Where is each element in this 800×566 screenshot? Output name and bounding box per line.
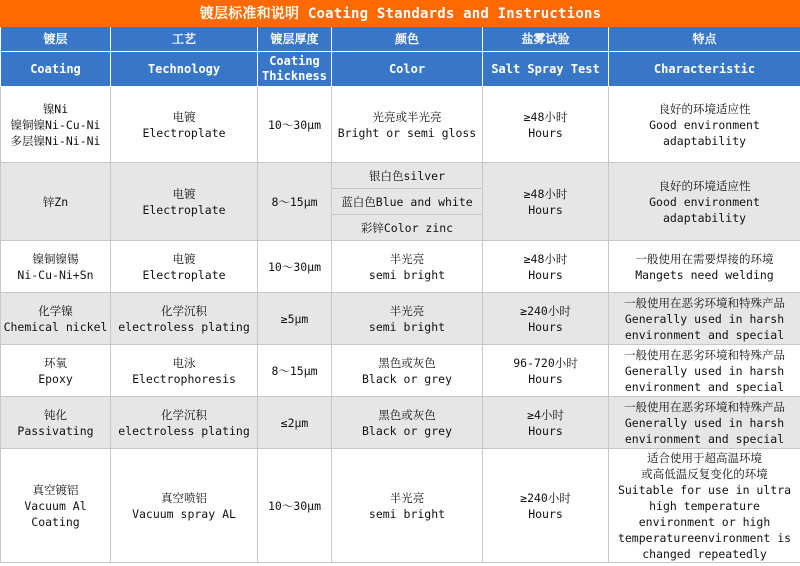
color-option-silver: 银白色silver	[332, 163, 483, 189]
table-row	[1, 241, 800, 293]
coating-line: 镍Ni	[42, 101, 69, 116]
technology-line: 电镀	[172, 251, 196, 266]
color-option-color-zinc: 彩锌Color zinc	[332, 215, 483, 241]
salt-cell	[483, 87, 609, 163]
salt-line: Hours	[528, 371, 563, 386]
characteristic-line: 良好的环境适应性	[658, 178, 751, 193]
table-row	[1, 397, 800, 449]
technology-line: 电泳	[172, 355, 196, 370]
characteristic-line: 一般使用在恶劣环境和特殊产品	[624, 347, 785, 362]
characteristic-line: 适合使用于超高温环境	[647, 450, 762, 465]
color-line: 半光亮	[389, 251, 425, 266]
characteristic-line: Good environment	[649, 194, 760, 209]
coating-line: 多层镍Ni-Ni-Ni	[10, 133, 101, 148]
characteristic-cell	[609, 293, 800, 345]
characteristic-cell	[609, 163, 800, 241]
characteristic-cell	[609, 345, 800, 397]
characteristic-line: environment or high	[638, 514, 771, 529]
thickness-cell: 10～30μm	[258, 87, 332, 163]
technology-line: 化学沉积	[161, 407, 207, 422]
salt-cell	[483, 449, 609, 563]
technology-line: 真空喷铝	[161, 490, 207, 505]
characteristic-line: Good environment	[649, 117, 760, 132]
technology-line: electroless plating	[118, 423, 250, 438]
salt-line: 96-720小时	[513, 355, 578, 370]
coating-cell	[1, 345, 111, 397]
header-technology-en: Technology	[111, 52, 258, 87]
coating-line: 钝化	[44, 407, 67, 422]
header-salt-en: Salt Spray Test	[483, 52, 609, 87]
technology-cell	[111, 87, 258, 163]
technology-line: Electroplate	[142, 125, 226, 140]
salt-cell	[483, 345, 609, 397]
technology-line: Vacuum spray AL	[132, 506, 236, 521]
header-characteristic-cn: 特点	[609, 27, 800, 52]
header-color-cn: 颜色	[332, 27, 483, 52]
technology-line: 电镀	[172, 109, 196, 124]
header-coating-en: Coating	[1, 52, 111, 87]
characteristic-line: adaptability	[662, 210, 747, 225]
salt-line: Hours	[528, 125, 563, 140]
coating-cell	[1, 87, 111, 163]
salt-cell	[483, 293, 609, 345]
table-row	[1, 293, 800, 345]
salt-cell	[483, 163, 609, 241]
thickness-cell: 10～30μm	[258, 449, 332, 563]
salt-line: ≥48小时	[523, 251, 568, 266]
characteristic-cell	[609, 397, 800, 449]
coating-line: Epoxy	[38, 371, 73, 386]
characteristic-line: Generally used in harsh	[624, 311, 785, 326]
salt-line: ≥4小时	[527, 407, 564, 422]
color-line: 黑色或灰色	[378, 407, 436, 422]
header-coating-cn: 镀层	[1, 27, 111, 52]
characteristic-line: 一般使用在需要焊接的环境	[635, 251, 774, 266]
coating-line: 真空镀铝	[32, 482, 79, 497]
coating-cell	[1, 449, 111, 563]
header-characteristic-en: Characteristic	[609, 52, 800, 87]
color-line: 半光亮	[389, 490, 425, 505]
coating-line: 镍铜镍Ni-Cu-Ni	[10, 117, 101, 132]
characteristic-line: 一般使用在恶劣环境和特殊产品	[624, 399, 785, 414]
table-row	[1, 345, 800, 397]
coating-cell	[1, 241, 111, 293]
header-salt-cn: 盐雾试验	[483, 27, 609, 52]
coating-line: Ni-Cu-Ni+Sn	[17, 267, 94, 282]
technology-line: electroless plating	[118, 319, 250, 334]
characteristic-line: Mangets need welding	[635, 267, 774, 282]
characteristic-line: Suitable for use in ultra	[617, 482, 792, 497]
technology-cell	[111, 293, 258, 345]
color-line: semi bright	[368, 267, 446, 282]
characteristic-line: 或高低温反复变化的环境	[641, 466, 768, 481]
coating-line: Chemical nickel	[3, 319, 108, 334]
color-line: 黑色或灰色	[378, 355, 436, 370]
salt-cell	[483, 241, 609, 293]
salt-line: Hours	[528, 267, 563, 282]
characteristic-line: 一般使用在恶劣环境和特殊产品	[624, 295, 785, 310]
coating-line: 化学镍	[38, 303, 73, 318]
coating-line: 镍铜镍锡	[32, 251, 79, 266]
color-line: 光亮或半光亮	[372, 109, 442, 124]
characteristic-line: adaptability	[662, 133, 747, 148]
characteristic-line: Generally used in harsh	[624, 363, 785, 378]
technology-cell	[111, 345, 258, 397]
technology-cell	[111, 241, 258, 293]
salt-line: Hours	[528, 319, 563, 334]
salt-line: ≥240小时	[520, 490, 571, 505]
color-cell	[332, 293, 483, 345]
technology-line: 化学沉积	[161, 303, 207, 318]
color-option-blue-white: 蓝白色Blue and white	[332, 189, 483, 215]
table-row	[1, 449, 800, 563]
coating-cell	[1, 293, 111, 345]
table-row	[1, 87, 800, 163]
coating-line: Vacuum Al	[24, 498, 87, 513]
thickness-cell: 10～30μm	[258, 241, 332, 293]
thickness-cell: 8～15μm	[258, 345, 332, 397]
technology-line: Electrophoresis	[132, 371, 236, 386]
technology-cell	[111, 449, 258, 563]
characteristic-line: environment and special	[624, 431, 785, 446]
table-title: 镀层标准和说明 Coating Standards and Instructions	[1, 1, 800, 27]
salt-line: ≥48小时	[523, 186, 568, 201]
coating-line: 环氧	[44, 355, 67, 370]
header-thickness-en: Coating Thickness	[258, 52, 332, 87]
header-thickness-cn: 镀层厚度	[258, 27, 332, 52]
color-cell	[332, 241, 483, 293]
characteristic-line: changed repeatedly	[642, 546, 767, 561]
coating-line: Coating	[31, 514, 80, 529]
color-line: Black or grey	[361, 423, 452, 438]
coating-line: Passivating	[17, 423, 94, 438]
color-line: 半光亮	[389, 303, 425, 318]
technology-cell	[111, 397, 258, 449]
salt-line: Hours	[528, 506, 563, 521]
color-cell	[332, 345, 483, 397]
characteristic-line: 良好的环境适应性	[658, 101, 751, 116]
color-line: semi bright	[368, 506, 446, 521]
characteristic-line: environment and special	[624, 379, 785, 394]
table-row	[1, 163, 800, 189]
technology-line: Electroplate	[142, 267, 226, 282]
salt-line: ≥240小时	[520, 303, 571, 318]
color-line: Black or grey	[361, 371, 452, 386]
characteristic-cell	[609, 87, 800, 163]
thickness-cell: 8～15μm	[258, 163, 332, 241]
header-technology-cn: 工艺	[111, 27, 258, 52]
salt-line: Hours	[528, 202, 563, 217]
color-cell	[332, 87, 483, 163]
color-line: Bright or semi gloss	[337, 125, 477, 140]
color-line: semi bright	[368, 319, 446, 334]
characteristic-cell	[609, 449, 800, 563]
coating-cell: 锌Zn	[1, 163, 111, 241]
characteristic-line: Generally used in harsh	[624, 415, 785, 430]
thickness-cell: ≤2μm	[258, 397, 332, 449]
thickness-cell: ≥5μm	[258, 293, 332, 345]
salt-line: Hours	[528, 423, 563, 438]
color-cell	[332, 397, 483, 449]
coating-cell	[1, 397, 111, 449]
characteristic-line: high temperature	[649, 498, 760, 513]
salt-line: ≥48小时	[523, 109, 568, 124]
characteristic-line: environment and special	[624, 327, 785, 342]
technology-line: 电镀	[172, 186, 196, 201]
salt-cell	[483, 397, 609, 449]
color-cell	[332, 449, 483, 563]
technology-line: Electroplate	[142, 202, 226, 217]
characteristic-line: temperatureenvironment is	[617, 530, 792, 545]
technology-cell	[111, 163, 258, 241]
characteristic-cell	[609, 241, 800, 293]
header-color-en: Color	[332, 52, 483, 87]
